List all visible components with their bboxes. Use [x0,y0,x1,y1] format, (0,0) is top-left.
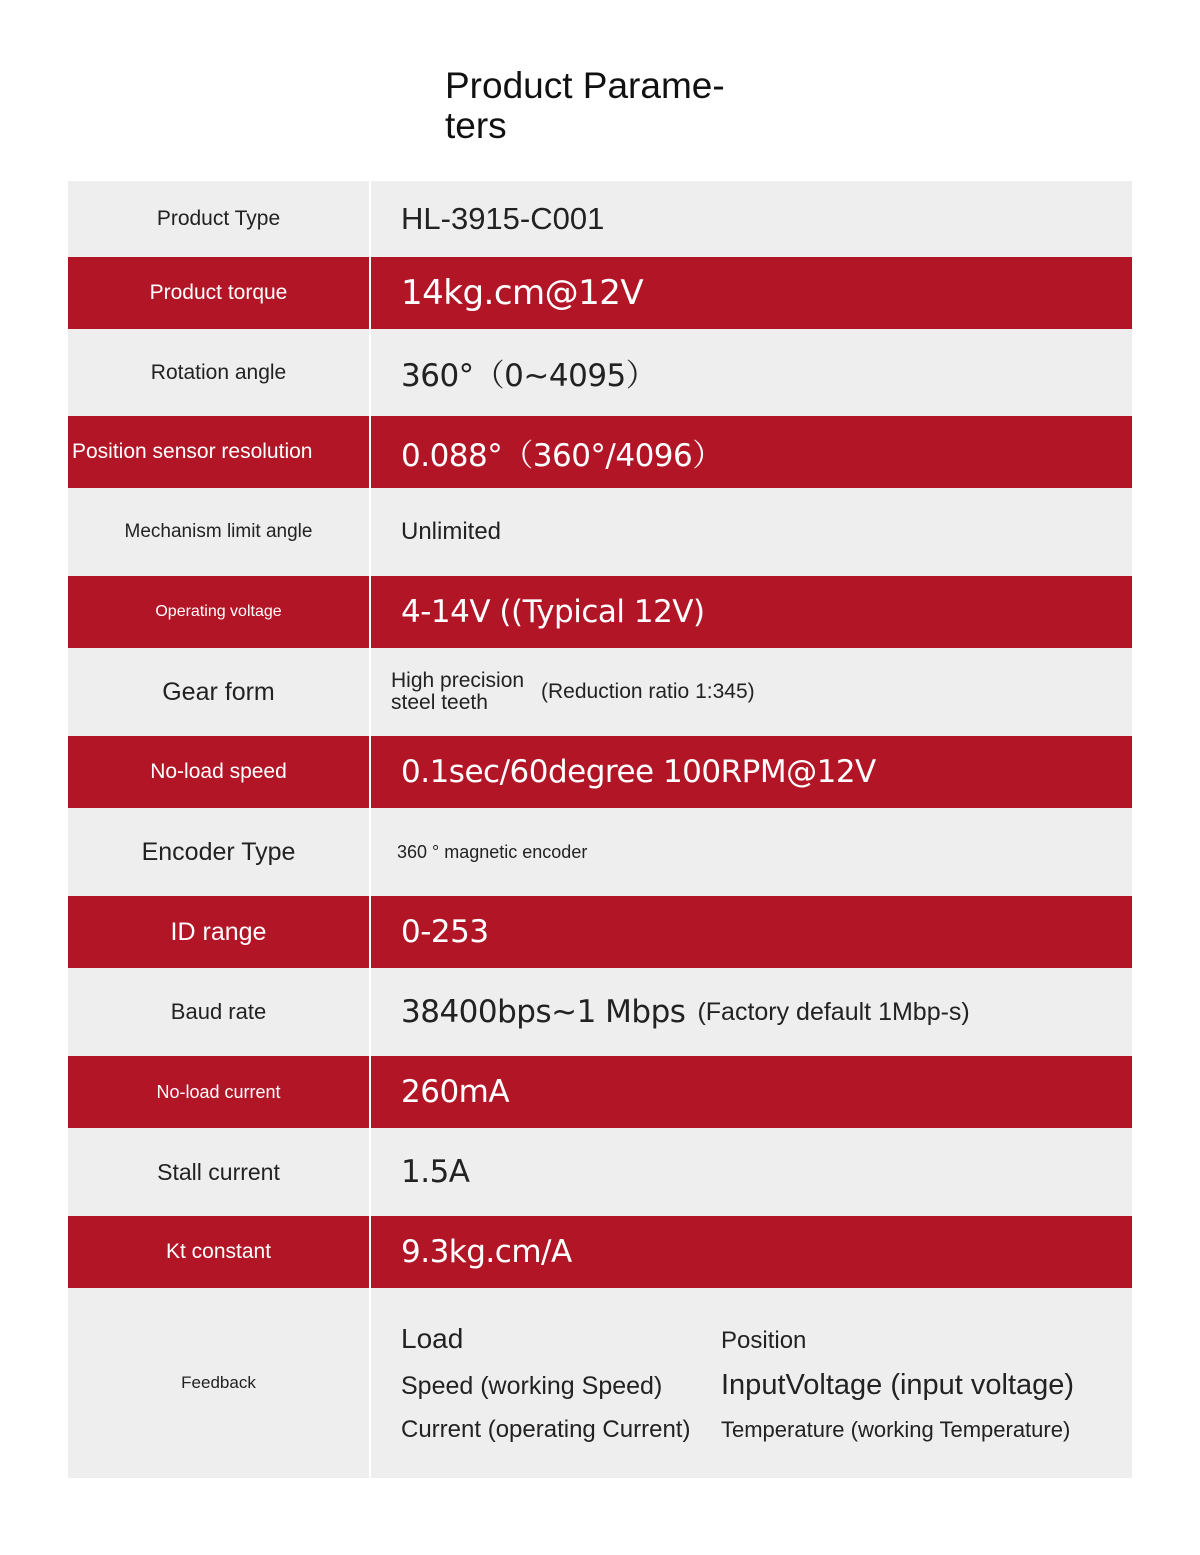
param-value: Unlimited [401,518,502,545]
table-row [68,808,1132,896]
gear-material: High precision steel teeth [391,669,525,714]
table-row [68,416,1132,488]
table-row [68,181,1132,257]
param-value: HL-3915-C001 [401,201,605,236]
param-value: 0.1sec/60degree 100RPM@12V [401,754,876,790]
feedback-label: Feedback [68,1288,371,1478]
feedback-values [371,1288,1132,1478]
param-value: 260mA [401,1074,510,1110]
param-label: Mechanism limit angle [68,488,371,576]
param-label: Stall current [68,1128,371,1216]
table-row [68,968,1132,1056]
parameters-table [68,181,1132,1478]
param-label: Position sensor resolution [68,416,371,488]
param-label: Baud rate [68,968,371,1056]
baud-note: (Factory default 1Mbp-s) [697,998,970,1026]
feedback-item: Current (operating Current) [401,1415,691,1443]
param-value: 0-253 [401,914,489,950]
param-value: 4-14V ((Typical 12V) [401,594,705,630]
feedback-item: Load [401,1322,464,1354]
param-value [371,968,1132,1056]
param-label: No-load speed [68,736,371,808]
table-row [68,736,1132,808]
param-label: Encoder Type [68,808,371,896]
feedback-item: Temperature (working Temperature) [721,1416,1071,1442]
param-value: 0.088°（360°/4096） [401,437,723,474]
gear-ratio: (Reduction ratio 1:345) [541,680,755,703]
param-value: 14kg.cm@12V [401,273,644,313]
table-row [68,1128,1132,1216]
table-row [68,1056,1132,1128]
baud-range: 38400bps~1 Mbps [401,994,686,1030]
param-label: Product Type [68,181,371,257]
param-value [371,648,1132,736]
table-row [68,257,1132,329]
param-value: 360 ° magnetic encoder [397,841,588,862]
feedback-grid [401,1323,1101,1444]
table-row [68,1216,1132,1288]
feedback-item: Position [721,1326,807,1354]
param-label: No-load current [68,1056,371,1128]
table-row [68,576,1132,648]
param-label: Operating voltage [68,576,371,648]
feedback-item: InputVoltage (input voltage) [721,1368,1075,1401]
page-title: Product Parame- ters [445,65,725,146]
table-row [68,329,1132,416]
table-row [68,488,1132,576]
param-label: Product torque [68,257,371,329]
param-label: Rotation angle [68,329,371,416]
table-row [68,1288,1132,1478]
param-label: Gear form [68,648,371,736]
table-row [68,648,1132,736]
param-value: 360°（0~4095） [401,358,657,394]
param-label: Kt constant [68,1216,371,1288]
param-value: 9.3kg.cm/A [401,1234,572,1270]
table-row [68,896,1132,968]
feedback-item: Speed (working Speed) [401,1371,663,1400]
param-label: ID range [68,896,371,968]
param-value: 1.5A [401,1154,470,1190]
